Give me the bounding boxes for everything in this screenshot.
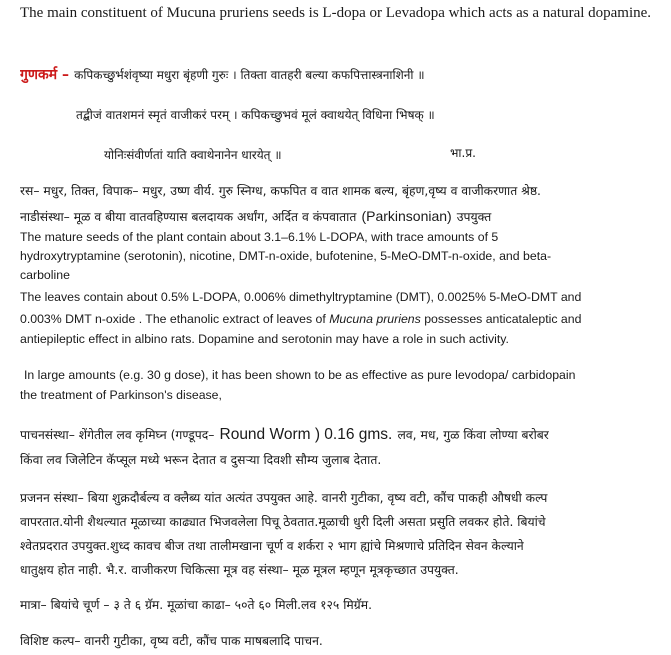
seeds-line-3: carboline (20, 268, 70, 282)
pachan-line-1 (20, 424, 663, 444)
leaves-line-3: antiepileptic effect in albino rats. Dopamine and serotonin may have a role in such activity. (20, 332, 509, 346)
prajanan-line-2: वापरतात.योनी शैथल्यात मूळाच्या काढ्यात भिजवलेला पिचू ठेवतात.मूळाची धुरी दिली असता प्रसुति लवकर होते. बियांचे (20, 515, 546, 529)
intro-paragraph: The main constituent of Mucuna pruriens seeds is L-dopa or Levadopa which acts as a natural dopamine. (20, 5, 652, 21)
prajanan-line-4: धातुक्षय होत नाही. भै.र. वाजीकरण चिकित्सा मूत्र वह संस्था– मूळ मूत्रल म्हणून मूत्रकृच्छात उपयुक्त. (20, 563, 459, 577)
matra-line: मात्रा– बियांचे चूर्ण – ३ ते ६ ग्रॅम. मूळांचा काढा– ५०ते ६० मिली.लव १२५ मिग्रॅम. (20, 598, 372, 612)
leaves-line-2c: possesses anticataleptic and (424, 312, 582, 326)
large-line-2: the treatment of Parkinson's disease, (20, 388, 222, 402)
nadi-suffix: उपयुक्त (456, 210, 492, 224)
rasa-line: रस– मधुर, तिक्त, विपाक– मधुर, उष्ण वीर्य. गुरु स्निग्ध, कफपित व वात शामक बल्य, बृंहण,वृष्य व वाजीकरणात श्रेष्ठ. (20, 184, 541, 198)
leaves-line-2 (20, 312, 663, 326)
pachan-en: Round Worm ) 0.16 gms. (219, 426, 393, 443)
leaves-line-2a: 0.003% DMT n-oxide . The ethanolic extract of leaves of (20, 312, 326, 326)
sloka-line-3-text: योनिःसंवीर्णतां याति क्वाथेनानेन धारयेत् ॥ (104, 148, 282, 162)
sloka-line-1: कपिकच्छुर्भशंवृष्या मधुरा बृंहणी गुरुः । तिक्ता वातहरी बल्या कफपित्तास्त्रनाशिनी ॥ (74, 68, 425, 82)
vishishta-line: विशिष्ट कल्प– वानरी गुटीका, वृष्य वटी, कौंच पाक माषबलादि पाचन. (20, 634, 323, 648)
nadi-en: (Parkinsonian) (361, 208, 452, 224)
gunakarma-heading: गुणकर्म – (20, 67, 70, 83)
large-line-1: In large amounts (e.g. 30 g dose), it has been shown to be as effective as pure levodopa/ carbidopain (24, 368, 576, 382)
nadi-prefix: नाडीसंस्था– मूळ व बीया वातवहिण्यास बलदायक अर्धांग, अर्दित व कंपवातात (20, 210, 357, 224)
pachan-prefix: पाचनसंस्था– शेंगेतील लव कृमिघ्न (गण्डूपद– (20, 428, 215, 442)
pachan-suffix: लव, मध, गुळ किंवा लोण्या बरोबर (397, 428, 549, 442)
seeds-line-1: The mature seeds of the plant contain about 3.1–6.1% L-DOPA, with trace amounts of 5 (20, 230, 499, 244)
pachan-line-2: किंवा लव जिलेटिन कॅप्सूल मध्ये भरून देतात व दुसऱ्या दिवशी सौम्य जुलाब देतात. (20, 453, 382, 467)
seeds-line-2: hydroxytryptamine (serotonin), nicotine, DMT-n-oxide, bufotenine, 5-MeO-DMT-n-oxide, and beta- (20, 249, 552, 263)
sloka-line-2: तद्बीजं वातशमनं स्मृतं वाजीकरं परम् । कपिकच्छुभवं मूलं क्वाथयेत् विधिना भिषक् ॥ (76, 108, 435, 122)
nadi-line (20, 206, 663, 225)
species-name: Mucuna pruriens (329, 312, 421, 326)
sloka-source: भा.प्र. (450, 146, 477, 160)
gunakarma-line-1 (20, 64, 663, 84)
leaves-line-1: The leaves contain about 0.5% L-DOPA, 0.006% dimethyltryptamine (DMT), 0.0025% 5-MeO-DMT and (20, 290, 582, 304)
sloka-line-3 (104, 144, 663, 163)
prajanan-line-3: श्वेतप्रदरात उपयुक्त.शुध्द कावच बीज तथा तालीमखाना चूर्ण व शर्करा २ भाग ह्यांचे मिश्रणाचे प्रतिदिन सेवन केल्याने (20, 539, 524, 553)
prajanan-line-1: प्रजनन संस्था– बिया शुक्रदौर्बल्य व क्लैब्य यांत अत्यंत उपयुक्त आहे. वानरी गुटीका, वृष्य वटी, कौंच पाकही औषधी कल्प (20, 491, 548, 505)
